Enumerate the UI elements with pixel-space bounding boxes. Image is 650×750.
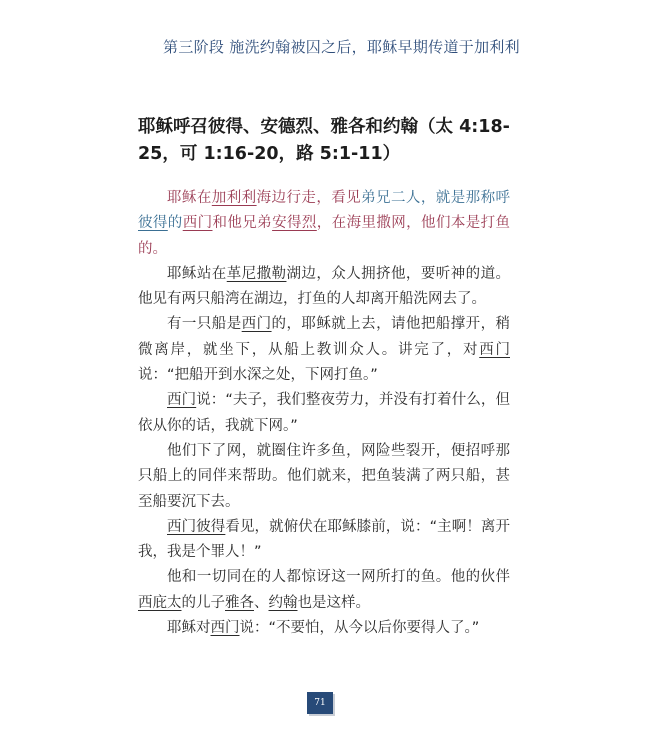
name-simon: 西门 bbox=[210, 620, 240, 637]
text-segment: 弟兄二人，就是那称呼 bbox=[361, 190, 511, 206]
place-name-galilee: 加利利 bbox=[211, 190, 257, 206]
text-segment: 和他兄弟 bbox=[212, 215, 273, 232]
text-segment: 耶稣站在 bbox=[167, 265, 227, 282]
text-segment: 耶稣在 bbox=[167, 190, 212, 206]
text-segment: 、 bbox=[254, 594, 269, 611]
name-simon: 西门 bbox=[241, 316, 272, 333]
text-segment: 湖边，众人拥挤他，要听神的道。他见有两只船湾在湖边，打鱼的人却离开船洗网去了。 bbox=[138, 265, 511, 308]
section-title: 耶稣呼召彼得、安德烈、雅各和约翰（太 4:18-25，可 1:16-20，路 5:1-11） bbox=[138, 117, 510, 164]
text-segment: 有一只船是 bbox=[167, 316, 242, 333]
text-segment: 说：“夫子，我们整夜劳力，并没有打着什么，但依从你的话，我就下网。” bbox=[138, 392, 511, 434]
text-segment: 的 bbox=[167, 215, 183, 232]
name-john: 约翰 bbox=[268, 594, 298, 611]
name-zebedee: 西庇太 bbox=[138, 594, 182, 611]
text-segment: 也是这样。 bbox=[297, 594, 370, 611]
text-segment: 说：“把船开到水深之处，下网打鱼。” bbox=[138, 367, 378, 384]
name-peter: 彼得 bbox=[138, 215, 168, 232]
name-james: 雅各 bbox=[225, 594, 254, 611]
paragraph bbox=[138, 262, 510, 313]
running-header: 第三阶段 施洗约翰被囚之后，耶稣早期传道于加利利 bbox=[163, 38, 520, 56]
paragraph bbox=[138, 312, 510, 388]
paragraph bbox=[138, 616, 510, 641]
paragraph bbox=[138, 439, 510, 515]
text-segment: 他和一切同在的人都惊讶这一网所打的鱼。他的伙伴 bbox=[167, 569, 510, 586]
paragraph bbox=[138, 186, 510, 262]
name-simon: 西门 bbox=[479, 341, 510, 358]
name-simon: 西门 bbox=[167, 392, 197, 409]
name-andrew: 安得烈 bbox=[272, 215, 317, 232]
text-segment: 耶稣对 bbox=[167, 620, 211, 637]
text-segment: 看见，就俯伏在耶稣膝前，说：“主啊！离开我，我是个罪人！” bbox=[138, 518, 511, 561]
text-segment: 的，耶稣就上去，请他把船撑开，稍微离岸，就坐下，从船上教训众人。讲完了，对 bbox=[138, 316, 511, 358]
paragraph bbox=[138, 565, 510, 616]
text-segment: 海边行走，看见 bbox=[256, 190, 362, 206]
text-segment: 他们下了网，就圈住许多鱼，网险些裂开，便招呼那只船上的同伴来帮助。他们就来，把鱼装满了两只船，甚至船要沉下去。 bbox=[138, 442, 510, 510]
paragraph bbox=[138, 515, 510, 566]
name-simon: 西门 bbox=[182, 215, 213, 232]
name-simon-peter: 西门彼得 bbox=[167, 518, 226, 535]
paragraph bbox=[138, 388, 510, 439]
text-segment: ，在海里撒网，他们本是打鱼的。 bbox=[138, 215, 511, 257]
text-segment: 的儿子 bbox=[181, 594, 225, 611]
page-number-badge: 71 bbox=[307, 692, 333, 714]
text-segment: 说：“不要怕，从今以后你要得人了。” bbox=[239, 620, 480, 637]
place-name-gennesaret: 革尼撒勒 bbox=[226, 265, 287, 282]
body-text bbox=[138, 186, 510, 641]
